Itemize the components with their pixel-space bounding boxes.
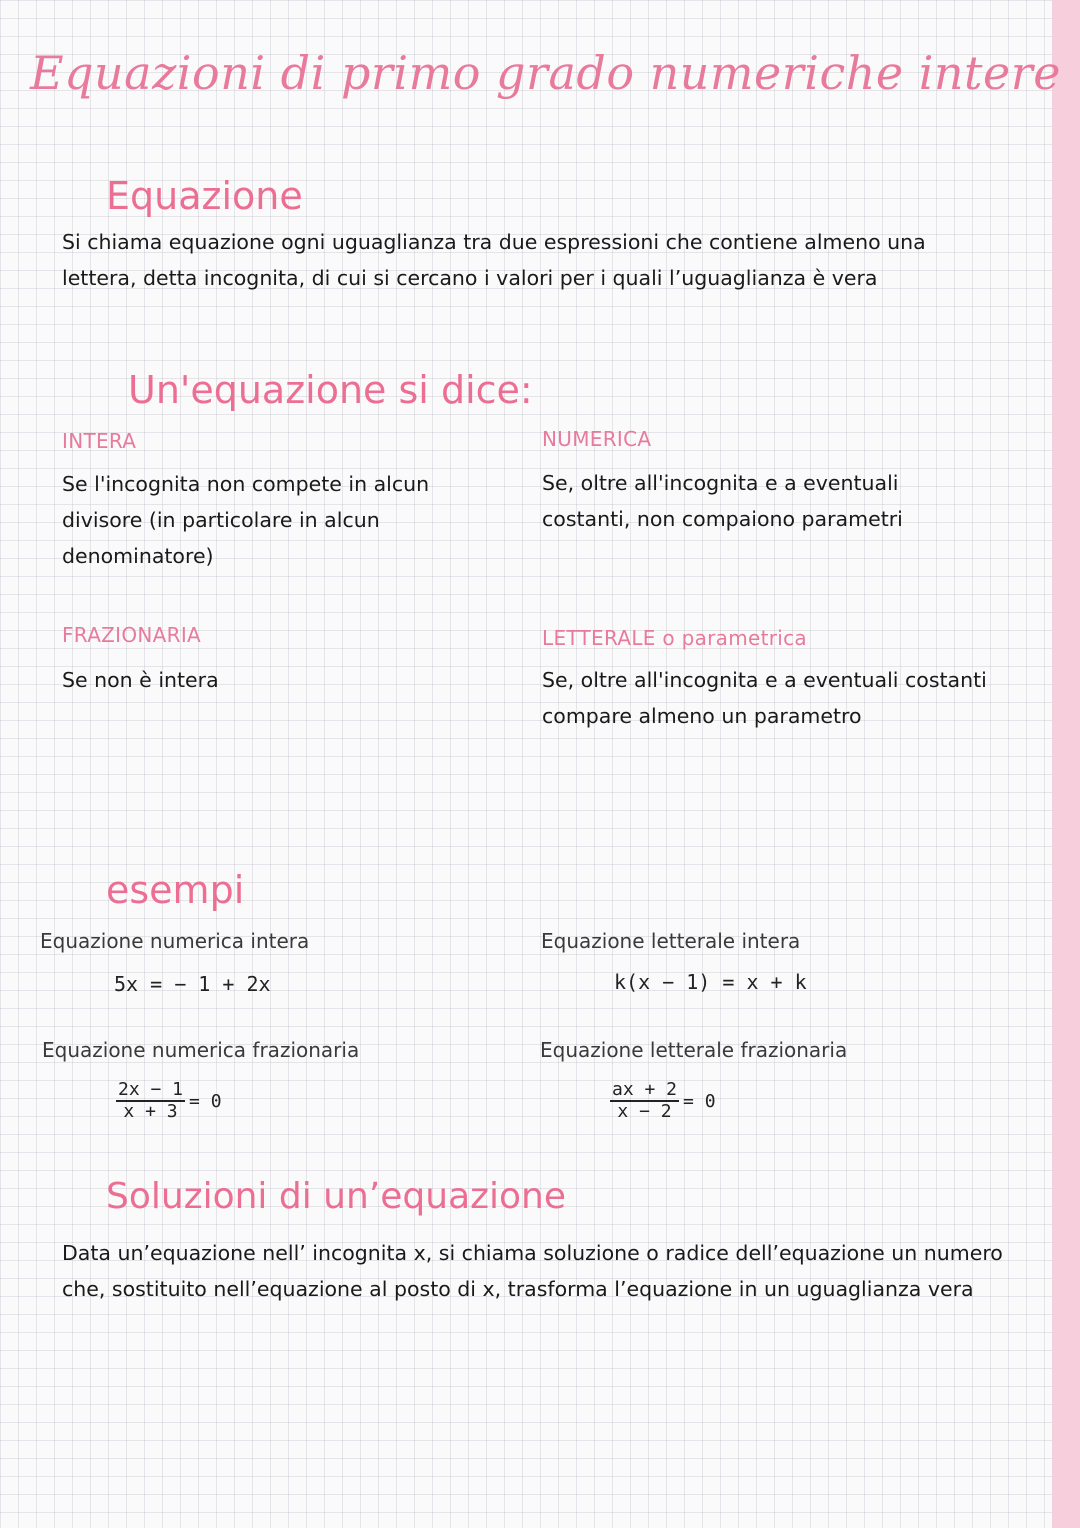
fraction-numerator: 2x − 1 — [118, 1079, 184, 1100]
definition-text: Si chiama equazione ogni uguaglianza tra due espressioni che contiene almeno una lettera, detta incognita, di cui si cercano i valori per i quali l’uguaglianza è vera — [62, 230, 926, 290]
example-equation-numerica-intera: 5x = − 1 + 2x — [114, 972, 271, 996]
desc-frazionaria: Se non è intera — [62, 668, 219, 692]
desc-numerica: Se, oltre all'incognita e a eventuali costanti, non compaiono parametri — [542, 471, 903, 531]
label-intera: INTERA — [62, 429, 137, 453]
soluzioni-text: Data un’equazione nell’ incognita x, si chiama soluzione o radice dell’equazione un numero che, sostituito nell’equazione al posto di x, trasforma l’equazione in un uguaglianza vera — [62, 1241, 1003, 1301]
page-margin-strip — [1052, 0, 1080, 1528]
desc-intera: Se l'incognita non compete in alcun divisore (in particolare in alcun denominatore) — [62, 472, 430, 568]
section-heading-classification: Un'equazione si dice: — [128, 368, 533, 412]
equation-rhs: = 0 — [683, 1090, 716, 1112]
example-label-letterale-intera: Equazione letterale intera — [541, 929, 801, 953]
label-letterale: LETTERALE o parametrica — [542, 626, 807, 650]
example-equation-numerica-frazionaria — [116, 1080, 222, 1122]
label-frazionaria: FRAZIONARIA — [62, 623, 202, 647]
section-heading-equazione: Equazione — [106, 174, 303, 218]
section-heading-esempi: esempi — [106, 868, 245, 912]
example-label-letterale-frazionaria: Equazione letterale frazionaria — [540, 1038, 848, 1062]
section-heading-soluzioni: Soluzioni di un’equazione — [106, 1176, 567, 1217]
fraction-denominator: x − 2 — [617, 1101, 672, 1122]
page-title: Equazioni di primo grado numeriche intere — [30, 46, 1061, 100]
example-equation-letterale-frazionaria — [610, 1080, 716, 1122]
example-label-numerica-frazionaria: Equazione numerica frazionaria — [42, 1038, 360, 1062]
fraction — [610, 1080, 679, 1122]
fraction-denominator: x + 3 — [123, 1101, 178, 1122]
label-numerica: NUMERICA — [542, 427, 652, 451]
equation-rhs: = 0 — [189, 1090, 222, 1112]
example-equation-letterale-intera: k(x − 1) = x + k — [614, 970, 807, 994]
fraction-numerator: ax + 2 — [612, 1079, 678, 1100]
example-label-numerica-intera: Equazione numerica intera — [40, 929, 310, 953]
fraction — [116, 1080, 185, 1122]
desc-letterale: Se, oltre all'incognita e a eventuali costanti compare almeno un parametro — [542, 668, 987, 728]
